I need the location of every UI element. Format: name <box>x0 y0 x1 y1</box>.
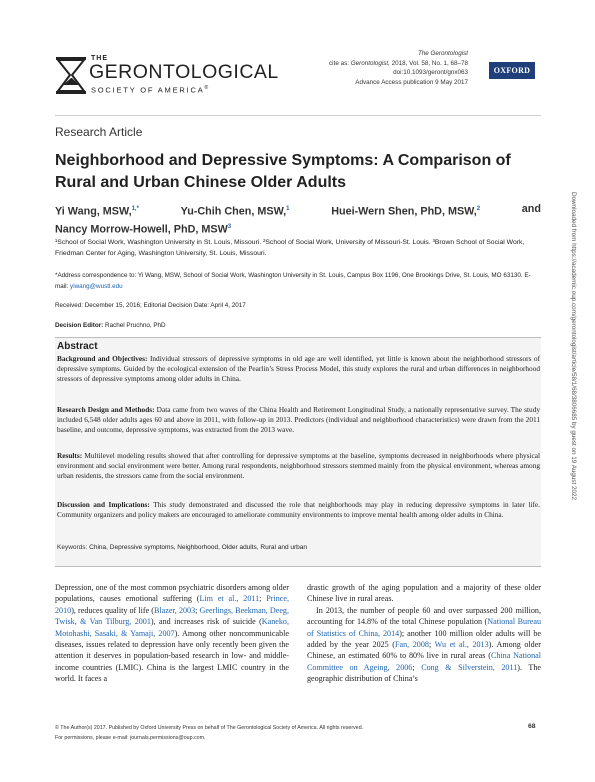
abstract-background: Background and Objectives: Individual stressors of depressive symptoms in old age are well identified, yet little is known about the neighborhood stressors of depressive symptoms. Guided by the ecological extension of the Pearlin’s Stress Process Model, this study explores the rural and urban differences in neighborhood stressors of depressive symptoms among older adults in China. <box>57 354 541 384</box>
citation-link[interactable]: Geerlings, Beekman, Deeg, Twisk, & Van Tilburg, 2001 <box>55 605 289 627</box>
article-title: Neighborhood and Depressive Symptoms: A Comparison of Rural and Urban Chinese Older Adults <box>55 152 511 191</box>
author-3[interactable]: Huei-Wern Shen, PhD, MSW,$^2$ <box>331 205 481 218</box>
doi[interactable]: doi:10.1093/geront/gnx063 <box>393 69 468 77</box>
body-text: ; <box>428 640 435 650</box>
body-text: ). Among older Chinese, an estimated 60% to 80% live in rural areas ( <box>307 640 541 661</box>
body-paragraph <box>307 582 541 605</box>
citation-link[interactable]: Wu et al., 2013 <box>434 640 489 650</box>
body-text: Depression, one of the most common psychiatric disorders among older populations, causes emotional suffering ( <box>55 583 289 604</box>
citation-link[interactable]: Blazer, 2003 <box>154 605 196 615</box>
citation-link[interactable]: National Bureau of Statistics of China, 2014 <box>307 617 542 638</box>
journal-name: The Gerontologist <box>417 50 468 57</box>
copyright: © The Author(s) 2017. Published by Oxford University Press on behalf of The Gerontological Society of America. All rights reserved. <box>55 725 364 731</box>
body-paragraph <box>307 605 541 685</box>
author-list <box>55 202 541 237</box>
body-text: ), and increases risk of suicide ( <box>150 617 262 627</box>
journal-meta <box>329 49 468 87</box>
received-dates: Received: December 15, 2016; Editorial Decision Date: April 4, 2017 <box>55 302 246 309</box>
author-1[interactable]: Yi Wang, MSW,$^{1,*}$ <box>55 205 139 218</box>
abstract-results: Results: Multilevel modeling results showed that after controlling for depressive symptoms at the baseline, symptoms decreased in neighborhoods where physical environment and social environment were better. Among rural respondents, neighborhood stressors stemmed mainly from the physical environment, whereas among urban residents, the stressors came from the social environment. <box>57 451 540 481</box>
citation-link[interactable]: Fan, 2008 <box>395 640 429 650</box>
keywords: Keywords: China, Depressive symptoms, Neighborhood, Older adults, Rural and urban <box>57 544 308 551</box>
correspondence: *Address correspondence to: Yi Wang, MSW, School of Social Work, Washington University in St. Louis, Campus Box 1196, One Brookings Drive, St. Louis, MO 63130. E-mail: yiwang@wustl.edu <box>55 272 531 290</box>
body-text: In 2013, the number of people 60 and over surpassed 200 million, accounting for 14.8% of the total Chinese population ( <box>307 605 541 627</box>
society-logo <box>55 50 305 100</box>
permissions: For permissions, please e-mail: journals.permissions@oup.com. <box>55 735 206 741</box>
decision-editor: Decision Editor: Rachel Pruchno, PhD <box>55 322 166 329</box>
advance-access: Advance Access publication 9 May 2017 <box>355 78 468 86</box>
oxford-logo: OXFORD <box>489 62 535 79</box>
footer <box>55 723 363 743</box>
body-text: ). The geographic distribution of China’s <box>307 662 541 684</box>
citation-link[interactable]: Prince, 2010 <box>55 594 289 615</box>
body-column-left <box>55 582 289 685</box>
body-text: ; <box>259 594 267 604</box>
citation-link[interactable]: China National Committee on Ageing, 2006 <box>307 651 541 672</box>
abstract-discussion: Discussion and Implications: This study demonstrated and discussed the role that neighborhoods may play in reducing depressive symptoms in later life. Community organizers and policy makers are encouraged to ameliorate community environments to improve mental health among older adults in China. <box>57 500 540 520</box>
logo-the: THE <box>91 55 108 62</box>
body-text: ); another 100 million older adults will be added by the year 2025 ( <box>307 628 541 650</box>
abstract-heading: Abstract <box>57 341 98 352</box>
logo-main: GERONTOLOGICAL <box>89 61 279 83</box>
body-text: ; <box>195 605 200 615</box>
affiliations: ¹School of Social Work, Washington University in St. Louis, Missouri. ²School of Social Work, University of Missouri-St. Louis. ³Brown School of Social Work, Friedman Center for Aging, Washington University, St. Louis, Missouri. <box>55 239 525 257</box>
logo-sub: SOCIETY OF AMERICA® <box>91 85 209 95</box>
email-link[interactable]: yiwang@wustl.edu <box>70 283 123 290</box>
body-paragraph <box>55 582 289 685</box>
citation-link[interactable]: Cong & Silverstein, 2011 <box>421 662 518 672</box>
header-divider <box>55 115 541 116</box>
author-2[interactable]: Yu-Chih Chen, MSW,$^1$ <box>180 205 290 218</box>
body-text: ; <box>412 662 422 672</box>
author-conjunction: and <box>521 203 541 215</box>
abstract-methods: Research Design and Methods: Data came from two waves of the China Health and Retirement Longitudinal Study, a nationally representative survey. The study included 6,548 older adults ages 60 and above in 2011, with follow-up in 2013. Predictors (individual and neighborhood characteristics) were drawn from the 2011 baseline, and outcome, depressive symptoms, was extracted from the 2013 wave. <box>57 405 540 435</box>
page-number: 68 <box>528 723 536 730</box>
download-watermark: Downloaded from https://academic.oup.com/gerontologist/article/58/1/68/3806685 by guest on 19 August 2022 <box>570 192 577 501</box>
body-text: drastic growth of the aging population and a majority of these older Chinese live in rural areas. <box>307 583 541 604</box>
citation-link[interactable]: Kaneko, Motohashi, Sasaki, & Yamaji, 2007 <box>55 617 289 638</box>
citation: cite as: Gerontologist, 2018, Vol. 58, No. 1, 68–78 <box>329 59 468 67</box>
author-4[interactable]: Nancy Morrow-Howell, PhD, MSW$^3$ <box>55 223 232 236</box>
body-text: ). Among other noncommunicable diseases, issues related to depression have only recently been given the attention it deserves in population-based research in low- and middle-income countries (LMIC). China is the largest LMIC country in the world. It faces a <box>55 628 289 684</box>
section-label: Research Article <box>55 125 143 139</box>
body-text: ), reduces quality of life ( <box>71 605 154 615</box>
citation-link[interactable]: Lim et al., 2011 <box>199 594 260 604</box>
body-column-right <box>307 582 541 685</box>
